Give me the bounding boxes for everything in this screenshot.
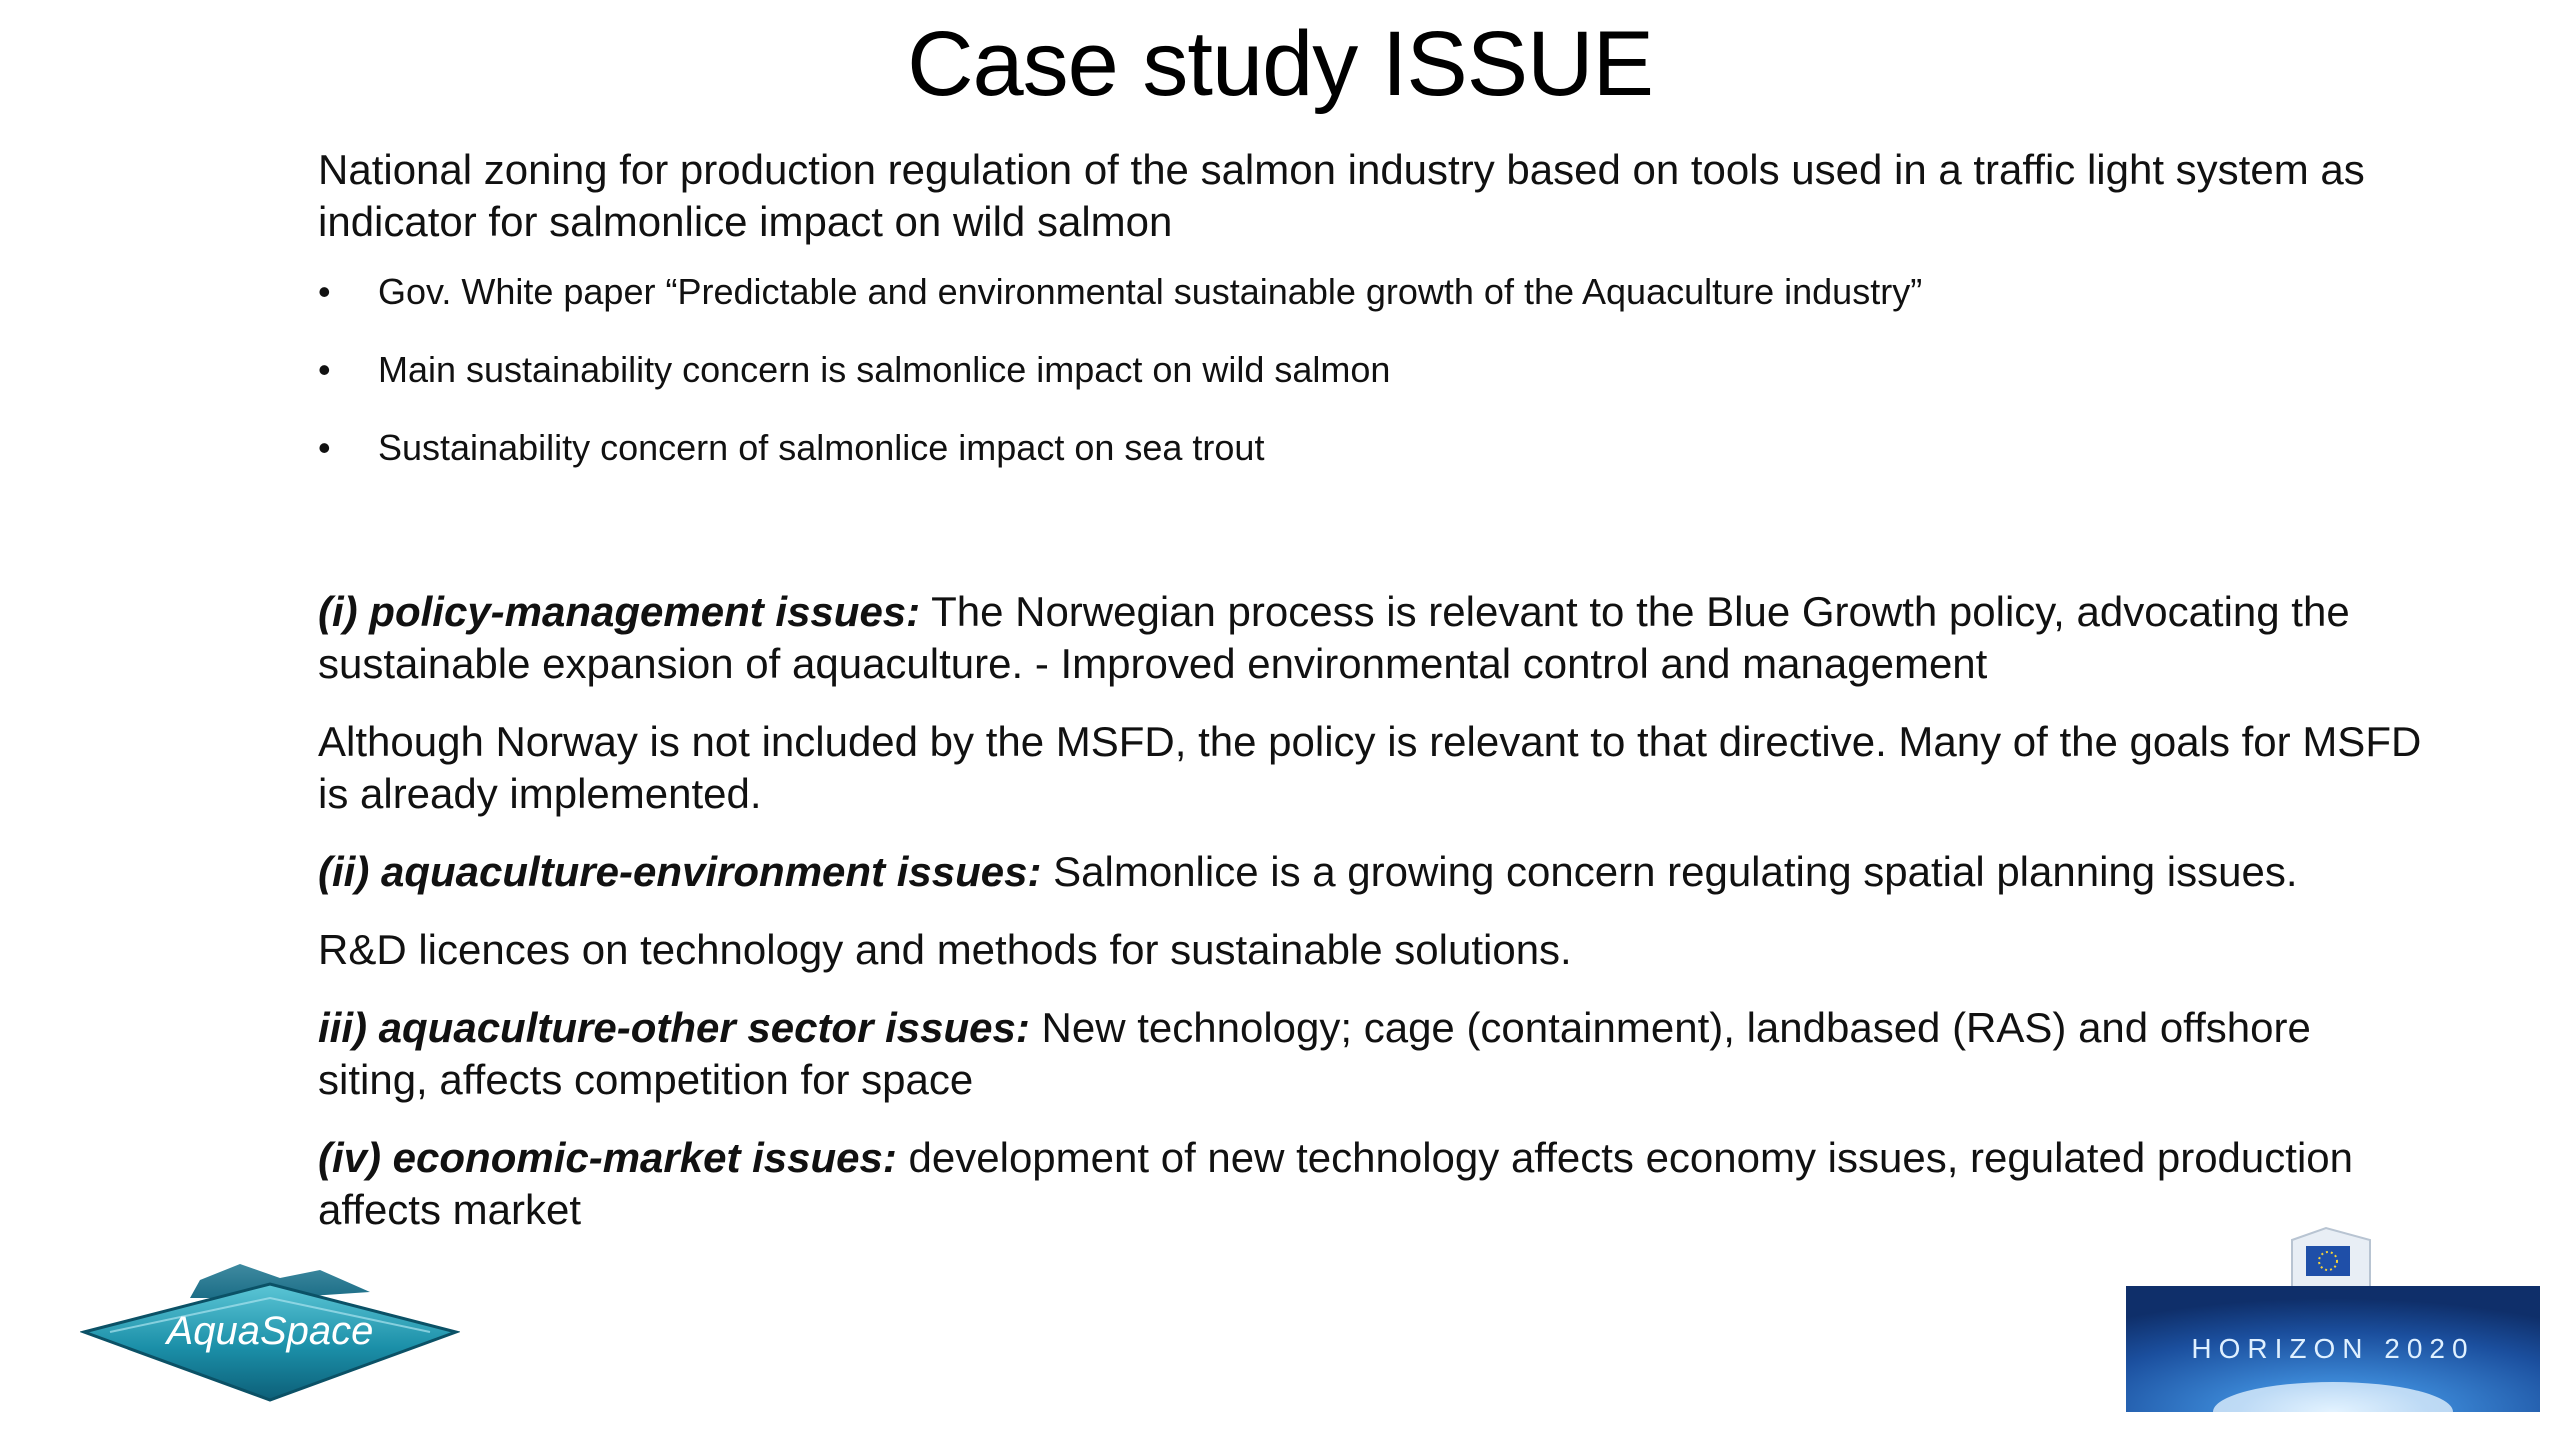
bullet-dot-icon: • [318, 427, 331, 468]
slide-title: Case study ISSUE [907, 13, 1653, 115]
slide-content [318, 144, 2428, 1262]
policy-lead: (i) policy-management issues: [318, 588, 921, 635]
bullet-list [318, 270, 2428, 470]
other-sector-lead: iii) aquaculture-other sector issues: [318, 1004, 1030, 1051]
bullet-text: Main sustainability concern is salmonlice impact on wild salmon [378, 349, 1391, 390]
bullet-dot-icon: • [318, 271, 331, 312]
aquaspace-logo-text: AquaSpace [166, 1309, 374, 1353]
bullet-text: Gov. White paper “Predictable and environmental sustainable growth of the Aquaculture industry” [378, 271, 1923, 312]
spacer [318, 504, 2428, 586]
bullet-dot-icon: • [318, 349, 331, 390]
horizon-logo-text: HORIZON 2020 [2191, 1333, 2475, 1364]
intro-text: National zoning for production regulation of the salmon industry based on tools used in a traffic light system as indicator for salmonlice impact on wild salmon [318, 146, 2365, 245]
aquaspace-logo [80, 1258, 460, 1406]
rd-paragraph: R&D licences on technology and methods for sustainable solutions. [318, 926, 1572, 973]
environment-text: Salmonlice is a growing concern regulating spatial planning issues. [1041, 848, 2298, 895]
other-sector-paragraph [318, 1002, 2428, 1106]
environment-lead: (ii) aquaculture-environment issues: [318, 848, 1042, 895]
policy-paragraph [318, 586, 2428, 690]
environment-paragraph [318, 846, 2428, 898]
bullet-item [318, 348, 2428, 392]
bullet-item [318, 270, 2428, 314]
msfd-paragraph: Although Norway is not included by the MSFD, the policy is relevant to that directive. Many of the goals for MSFD is already implemented. [318, 718, 2422, 817]
horizon-2020-logo [2126, 1226, 2540, 1412]
other-sector-text: New technology; cage (containment), landbased (RAS) and offshore siting, affects competition for space [318, 1004, 2311, 1103]
bullet-item [318, 426, 2428, 470]
policy-text: The Norwegian process is relevant to the Blue Growth policy, advocating the sustainable expansion of aquaculture. - Improved environmental control and management [318, 588, 2350, 687]
bullet-text: Sustainability concern of salmonlice impact on sea trout [378, 427, 1265, 468]
economic-paragraph [318, 1132, 2428, 1236]
economic-text: development of new technology affects economy issues, regulated production affects market [318, 1134, 2353, 1233]
economic-lead: (iv) economic-market issues: [318, 1134, 897, 1181]
